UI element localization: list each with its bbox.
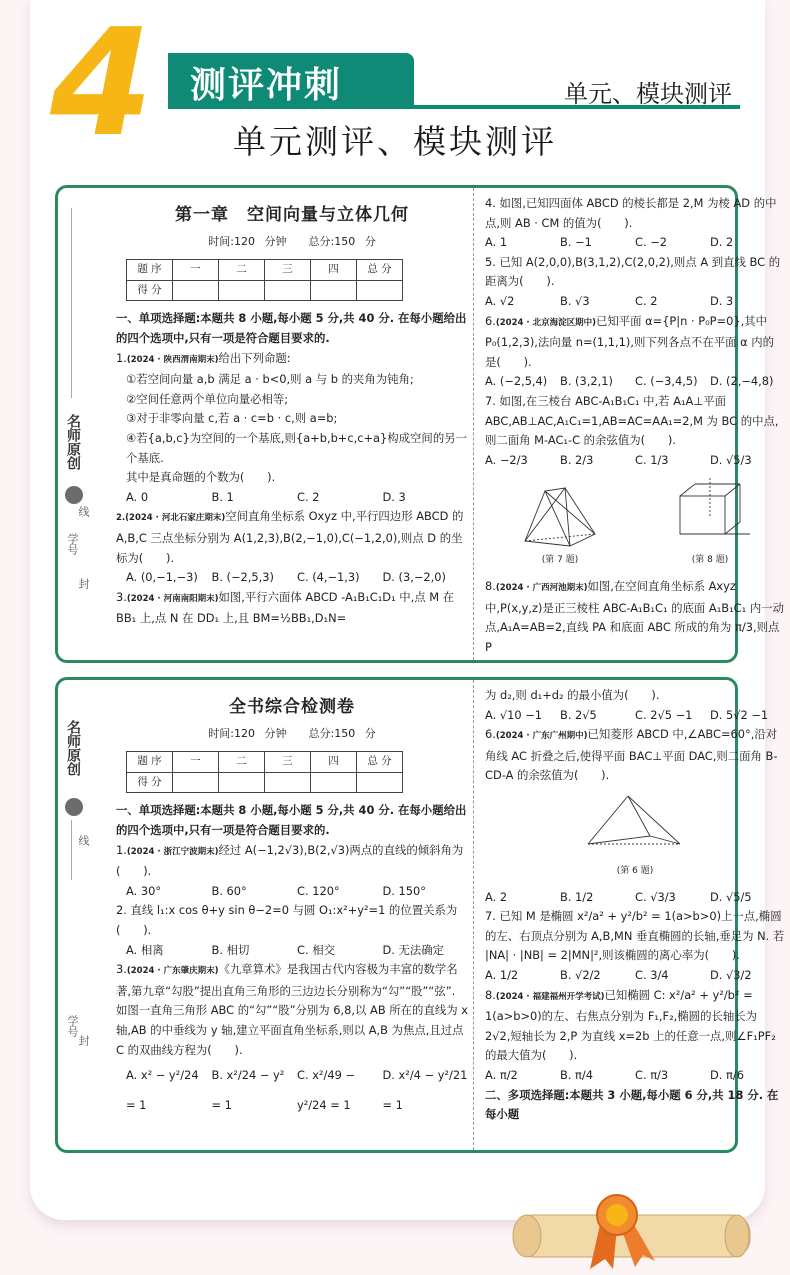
score-cell (173, 280, 219, 301)
binding-line (71, 208, 72, 398)
score-cell: 三 (265, 260, 311, 281)
banner-tag: 单元、模块测评 (564, 80, 732, 108)
question-3: 3.(2024 · 广东肇庆期末)《九章算术》是我国古代内容极为丰富的数学名著,第九章“勾股”提出直角三角形的三边边长分别称为“勾”“股”“弦”. 如图一直角三角形 ABC 的“勾”“股”分别为 6,8,以 AB 所在的直线为 x 轴,AB 的中垂线为 y 轴,建立平面直角坐标系,则以 A,B 为焦点,且过点 C 的双曲线方程为( ). (116, 962, 468, 1057)
line-label: 线 (77, 835, 90, 846)
figure-7-diagram (515, 476, 605, 551)
score-cell: 得 分 (127, 280, 173, 301)
figure-6-wrap (485, 792, 785, 882)
score-cell (219, 280, 265, 301)
score-cell (265, 280, 311, 301)
score-cell (357, 772, 403, 793)
score-cell (265, 772, 311, 793)
score-cell: 一 (173, 260, 219, 281)
question-5-tail: 为 d₂,则 d₁+d₂ 的最小值为( ). (485, 688, 660, 702)
student-id-label: 学号 (66, 1015, 79, 1037)
question-8: 8.(2024 · 福建福州开学考试)已知椭圆 C: x²/a² + y²/b² = 1(a>b>0)的左、右焦点分别为 F₁,F₂,椭圆的长轴长为 2√2,短轴长为 2,P 为直线 x=2b 上的任意一点,则∠F₁PF₂ 的最大值为( ). (485, 987, 776, 1063)
question-2: 2. 直线 l₁:x cos θ+y sin θ−2=0 与圆 O₁:x²+y²=1 的位置关系为( ). (116, 903, 458, 937)
question-5: 5. 已知 A(2,0,0),B(3,1,2),C(2,0,2),则点 A 到直线 BC 的距离为( ). (485, 254, 781, 289)
question-ask: 其中是真命题的个数为( ). (126, 470, 276, 485)
right-column (485, 680, 785, 1150)
score-table (126, 751, 403, 793)
figure-caption: (第 8 题) (691, 555, 729, 566)
left-column (116, 680, 468, 1150)
brand-logo-icon (65, 486, 83, 504)
brand-label: 名师原创 (65, 720, 81, 776)
score-cell (219, 772, 265, 793)
paper-margin (58, 188, 88, 660)
exam-paper-2 (55, 677, 785, 1153)
column-divider (473, 188, 474, 660)
options: A. 相离 B. 相切 C. 相交 D. 无法确定 (126, 942, 445, 957)
seal-label: 封 (77, 578, 90, 589)
options: A. π/2 B. π/4 C. π/3 D. π/6 (485, 1067, 744, 1082)
options: A. 30° B. 60° C. 120° D. 150° (126, 883, 426, 898)
exam-paper-1 (55, 185, 784, 663)
options: A. 2 B. 1/2 C. √3/3 D. √5/5 (485, 889, 752, 904)
statement: ①若空间向量 a,b 满足 a · b<0,则 a 与 b 的夹角为钝角; (126, 372, 414, 387)
paper-meta: 时间:120 分钟 总分:150 分 (208, 234, 376, 248)
figure-caption: (第 7 题) (541, 555, 579, 566)
brand-label: 名师原创 (65, 414, 81, 470)
statement: ③对于非零向量 c,若 a · c=b · c,则 a=b; (126, 411, 338, 426)
figure-6-diagram (580, 792, 690, 862)
left-column (116, 188, 468, 660)
brand-logo-icon (65, 798, 83, 816)
student-id-label: 学号 (66, 533, 79, 555)
score-cell: 题 序 (127, 752, 173, 773)
score-cell: 二 (219, 752, 265, 773)
question-7: 7. 已知 M 是椭圆 x²/a² + y²/b² = 1(a>b>0)上一点,椭圆的左、右顶点分别为 A,B,MN 垂直椭圆的长轴,垂足为 N. 若 |NA| · |NB| = 2|MN|²,则该椭圆的离心率为( ). (485, 909, 785, 963)
paper-margin (58, 680, 88, 1150)
score-cell: 得 分 (127, 772, 173, 793)
score-cell (173, 772, 219, 793)
paper-title: 第一章 空间向量与立体几何 (175, 205, 409, 225)
question-6: 6.(2024 · 广东广州期中)已知菱形 ABCD 中,∠ABC=60°,沿对角线 AC 折叠之后,使得平面 BAC⊥平面 DAC,则二面角 B-CD-A 的余弦值为( ). (485, 727, 778, 783)
question-2: 2.(2024 · 河北石家庄期末)空间直角坐标系 Oxyz 中,平行四边形 ABCD 的 A,B,C 三点坐标分别为 A(1,2,3),B(2,−1,0),C(−1,2,0),则点 D 的坐标为( ). (116, 509, 464, 565)
line-label: 线 (77, 506, 90, 517)
scroll-ribbon-icon (505, 1185, 755, 1270)
score-cell: 总 分 (357, 260, 403, 281)
seal-label: 封 (77, 1035, 90, 1046)
options: A. 1 B. −1 C. −2 D. 2 (485, 235, 734, 250)
statement: ④若{a,b,c}为空间的一个基底,则{a+b,b+c,c+a}构成空间的另一个基底. (126, 430, 467, 465)
question-7: 7. 如图,在三棱台 ABC-A₁B₁C₁ 中,若 A₁A⊥平面 ABC,AB⊥AC,A₁C₁=1,AB=AC=AA₁=2,M 为 BC 的中点,则二面角 M-AC₁-C 的余弦值为( ). (485, 393, 779, 448)
banner-title: 测评冲刺 (190, 65, 343, 106)
options: A. (0,−1,−3) B. (−2,5,3) C. (4,−1,3) D. (3,−2,0) (126, 570, 446, 585)
options: A. √10 −1 B. 2√5 C. 2√5 −1 D. 5√2 −1 (485, 707, 769, 722)
figure-8-diagram (665, 476, 755, 551)
section-heading: 二、多项选择题:本题共 3 小题,每小题 6 分,共 18 分. 在每小题 (485, 1087, 779, 1122)
paper-title: 全书综合检测卷 (229, 697, 355, 717)
options: A. √2 B. √3 C. 2 D. 3 (485, 293, 734, 308)
section-title: 单元测评、模块测评 (233, 122, 557, 161)
right-column (485, 188, 785, 660)
score-cell: 三 (265, 752, 311, 773)
options: A. x² − y²/24 = 1 B. x²/24 − y² = 1 C. x²/49 − y²/24 = 1 D. x²/4 − y²/21 = 1 (126, 1068, 468, 1113)
statement: ②空间任意两个单位向量必相等; (126, 391, 289, 406)
question-3: 3.(2024 · 河南南阳期末)如图,平行六面体 ABCD -A₁B₁C₁D₁ 中,点 M 在 BB₁ 上,点 N 在 DD₁ 上,且 BM=½BB₁,D₁N= (116, 589, 455, 626)
figure-caption: (第 6 题) (616, 865, 654, 876)
chapter-number: 4 (50, 0, 149, 169)
score-cell (311, 280, 357, 301)
section-heading: 一、单项选择题:本题共 8 小题,每小题 5 分,共 40 分. 在每小题给出的四个选项中,只有一项是符合题目要求的. (116, 311, 467, 345)
question-6: 6.(2024 · 北京海淀区期中)已知平面 α={P|n · P₀P=0},其中 P₀(1,2,3),法向量 n=(1,1,1),则下列各点不在平面 α 内的是( ). (485, 313, 775, 369)
question-8: 8.(2024 · 广西河池期末)如图,在空间直角坐标系 Axyz 中,P(x,y,z)是正三棱柱 ABC-A₁B₁C₁ 的底面 A₁B₁C₁ 内一动点,A₁A=AB=2,直线 PA 和底面 ABC 所成的角为 π/3,则点 P (485, 578, 784, 654)
options: A. 1/2 B. √2/2 C. 3/4 D. √3/2 (485, 967, 752, 982)
options: A. 0 B. 1 C. 2 D. 3 (126, 489, 406, 504)
paper-meta: 时间:120 分钟 总分:150 分 (208, 726, 376, 740)
score-cell: 一 (173, 752, 219, 773)
score-cell (311, 772, 357, 793)
options: A. −2/3 B. 2/3 C. 1/3 D. √5/3 (485, 452, 752, 467)
section-heading: 一、单项选择题:本题共 8 小题,每小题 5 分,共 40 分. 在每小题给出的四个选项中,只有一项是符合题目要求的. (116, 803, 467, 837)
options: A. (−2,5,4) B. (3,2,1) C. (−3,4,5) D. (2,−4,8) (485, 374, 774, 389)
question-1: 1.(2024 · 陕西渭南期末)给出下列命题: (116, 350, 291, 365)
figures-row (485, 476, 785, 571)
score-cell: 四 (311, 260, 357, 281)
score-cell: 四 (311, 752, 357, 773)
score-cell (357, 280, 403, 301)
score-cell: 二 (219, 260, 265, 281)
score-cell: 题 序 (127, 260, 173, 281)
column-divider (473, 680, 474, 1150)
binding-line (71, 820, 72, 880)
question-1: 1.(2024 · 浙江宁波期末)经过 A(−1,2√3),B(2,√3)两点的直线的倾斜角为( ). (116, 842, 464, 879)
score-cell: 总 分 (357, 752, 403, 773)
score-table (126, 259, 403, 301)
question-4: 4. 如图,已知四面体 ABCD 的棱长都是 2,M 为棱 AD 的中点,则 AB · CM 的值为( ). (485, 196, 777, 230)
